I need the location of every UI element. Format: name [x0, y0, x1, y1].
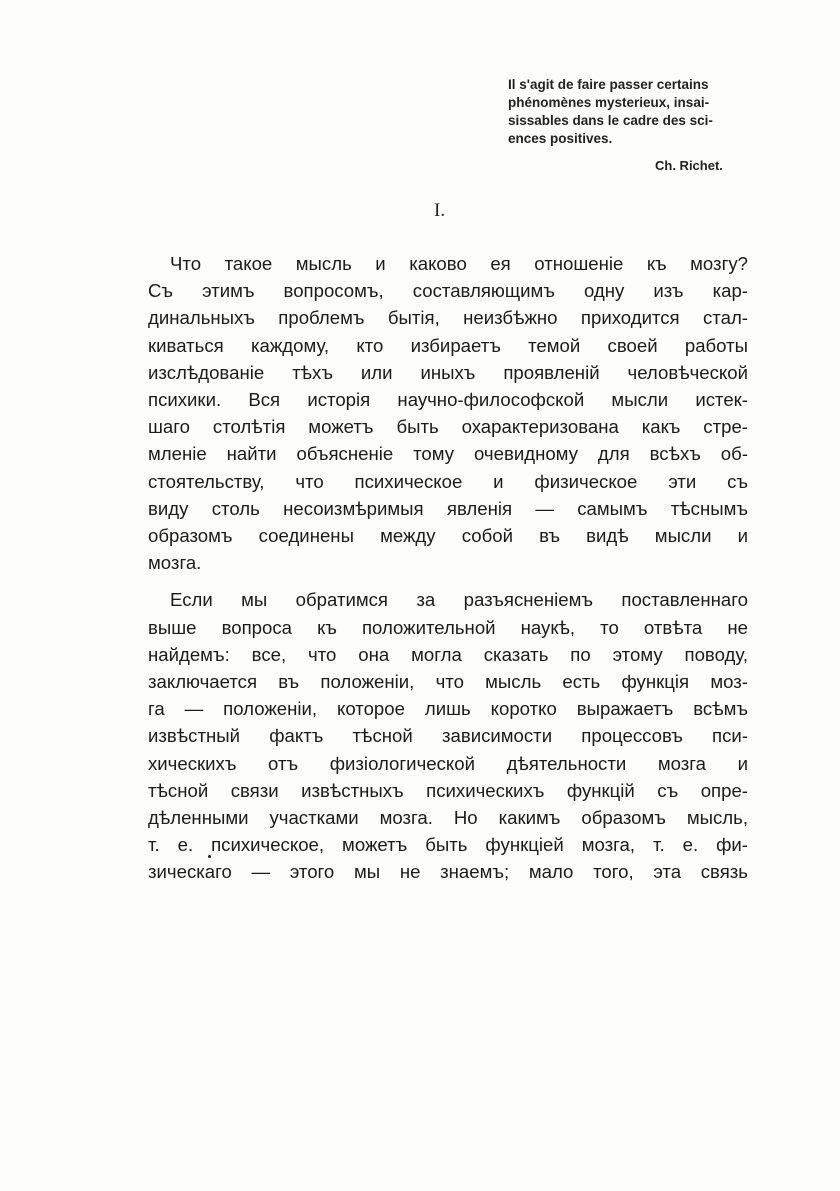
text-line: выше вопроса къ положительной наукѣ, то отвѣта не: [148, 616, 748, 638]
text-line: га — положеніи, которое лишь коротко выражаетъ всѣмъ: [148, 698, 748, 720]
text-line: заключается въ положеніи, что мысль есть функція моз-: [148, 671, 748, 693]
text-line: хическихъ отъ физіологической дѣятельности мозга и: [148, 752, 748, 774]
text-line: мозга.: [148, 552, 202, 574]
text-line: виду столь несоизмѣримыя явленія — самымъ тѣснымъ: [148, 497, 748, 519]
text-line: Что такое мысль и каково ея отношеніе къ мозгу?: [170, 253, 748, 274]
text-line: Съ этимъ вопросомъ, составляющимъ одну изъ кар-: [148, 280, 748, 302]
print-speck: [208, 855, 211, 858]
epigraph: [508, 76, 758, 148]
text-line: т. е. психическое, можетъ быть функціей мозга, т. е. фи-: [148, 834, 748, 856]
body-text: [148, 250, 748, 886]
text-line: найдемъ: все, что она могла сказать по этому поводу,: [148, 643, 748, 665]
epigraph-line: Il s'agit de faire passer certains: [508, 77, 709, 92]
text-line: стоятельству, что психическое и физическое эти съ: [148, 470, 748, 492]
text-line: мленіе найти объясненіе тому очевидному для всѣхъ об-: [148, 443, 748, 465]
text-line: извѣстный фактъ тѣсной зависимости процессовъ пси-: [148, 725, 748, 747]
epigraph-line: phénomènes mysterieux, insai-: [508, 95, 710, 110]
text-line: дѣленными участками мозга. Но какимъ образомъ мысль,: [148, 807, 748, 829]
text-line: образомъ соединены между собой въ видѣ мысли и: [148, 525, 748, 547]
epigraph-line: ences positives.: [508, 131, 613, 146]
paragraph-1: [148, 250, 748, 576]
epigraph-author: Ch. Richet.: [655, 158, 723, 173]
text-line: зическаго — этого мы не знаемъ; мало того, эта связь: [148, 861, 748, 883]
section-number: I.: [434, 200, 446, 221]
text-line: Если мы обратимся за разъясненіемъ поставленнаго: [170, 589, 748, 611]
epigraph-line: sissables dans le cadre des sci-: [508, 113, 713, 128]
paragraph-2: [148, 586, 748, 885]
text-line: изслѣдованіе тѣхъ или иныхъ проявленій человѣческой: [148, 361, 748, 383]
text-line: психики. Вся исторія научно-философской мысли истек-: [148, 389, 748, 411]
text-line: динальныхъ проблемъ бытія, неизбѣжно приходится стал-: [148, 307, 748, 329]
text-line: киваться каждому, кто избираетъ темой своей работы: [148, 334, 748, 356]
text-line: тѣсной связи извѣстныхъ психическихъ функцій съ опре-: [148, 779, 748, 801]
text-line: шаго столѣтія можетъ быть охарактеризована какъ стре-: [148, 416, 748, 438]
paragraph-gap: [148, 576, 748, 586]
